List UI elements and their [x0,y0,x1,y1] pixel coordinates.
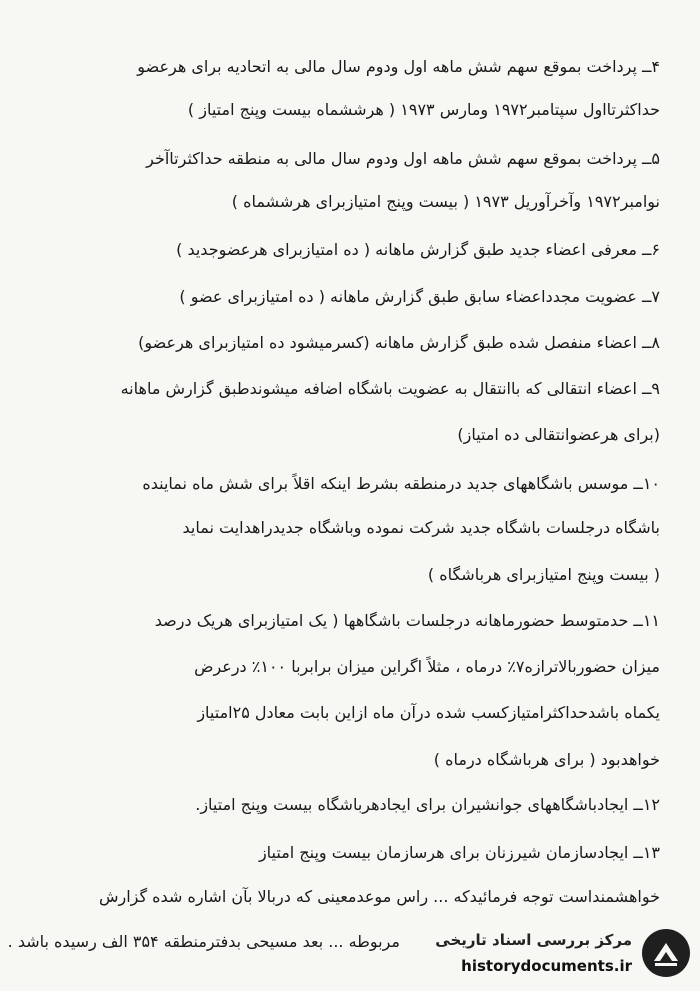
item-4-line-1: ۴ــ پرداخت بموقع سهم شش ماهه اول ودوم سال مالی به اتحادیه برای هرعضو [137,57,660,76]
item-10-line-3: ( بیست وپنج امتیازبرای هرباشگاه ) [427,565,660,584]
item-9-line-1: ۹ــ اعضاء انتقالی که باانتقال به عضویت باشگاه اضافه میشوندطبق گزارش ماهانه [120,379,660,398]
watermark-title: مرکز بررسی اسناد تاریخی [435,931,632,949]
item-10-line-2: باشگاه درجلسات باشگاه جدید شرکت نموده وباشگاه جدیدراهدایت نماید [182,518,660,537]
item-11-line-1: ۱۱ــ حدمتوسط حضورماهانه درجلسات باشگاهها ( یک امتیازبرای هریک درصد [154,611,660,630]
item-6-line: ۶ــ معرفی اعضاء جدید طبق گزارش ماهانه ( ده امتیازبرای هرعضوجدید ) [176,240,660,259]
item-7-line: ۷ــ عضویت مجدداعضاء سابق طبق گزارش ماهانه ( ده امتیازبرای عضو ) [179,287,660,306]
item-4-line-2: حداکثرتااول سپتامبر۱۹۷۲ ومارس ۱۹۷۳ ( هرششماه بیست وپنج امتیاز ) [187,100,660,119]
item-13-line: ۱۳ــ ایجادسازمان شیرزنان برای هرسازمان بیست وپنج امتیاز [258,843,660,862]
item-5-line-2: نوامبر۱۹۷۲ وآخرآوریل ۱۹۷۳ ( بیست وپنج امتیازبرای هرششماه ) [231,192,660,211]
closing-line-2: مربوطه ... بعد مسیحی بدفترمنطقه ۳۵۴ الف رسیده باشد . [7,932,400,951]
item-11-line-4: خواهدبود ( برای هرباشگاه درماه ) [433,750,660,769]
archive-watermark [404,925,694,987]
item-11-line-2: میزان حضوربالاترازه۷٪ درماه ، مثلاً اگراین میزان برابربا ۱۰۰٪ درعرض [194,657,660,676]
item-9-line-2: (برای هرعضوانتقالی ده امتیاز) [457,425,660,444]
watermark-url: historydocuments.ir [461,957,632,975]
item-8-line: ۸ــ اعضاء منفصل شده طبق گزارش ماهانه (کسرمیشود ده امتیازبرای هرعضو) [138,333,660,352]
item-12-line: ۱۲ــ ایجادباشگاههای جوانشیران برای ایجادهرباشگاه بیست وپنج امتیاز. [195,795,660,814]
item-11-line-3: یکماه باشدحداکثرامتیازکسب شده درآن ماه ازاین بابت معادل ۲۵امتیاز [197,703,660,722]
archive-logo-icon [640,927,692,979]
item-10-line-1: ۱۰ــ موسس باشگاههای جدید درمنطقه بشرط اینکه اقلاً برای شش ماه نماینده [142,474,660,493]
closing-line-1: خواهشمنداست توجه فرمائیدکه ... راس موعدمعینی که دربالا بآن اشاره شده گزارش [98,887,660,906]
item-5-line-1: ۵ــ پرداخت بموقع سهم شش ماهه اول ودوم سال مالی به منطقه حداکثرتاآخر [146,149,660,168]
